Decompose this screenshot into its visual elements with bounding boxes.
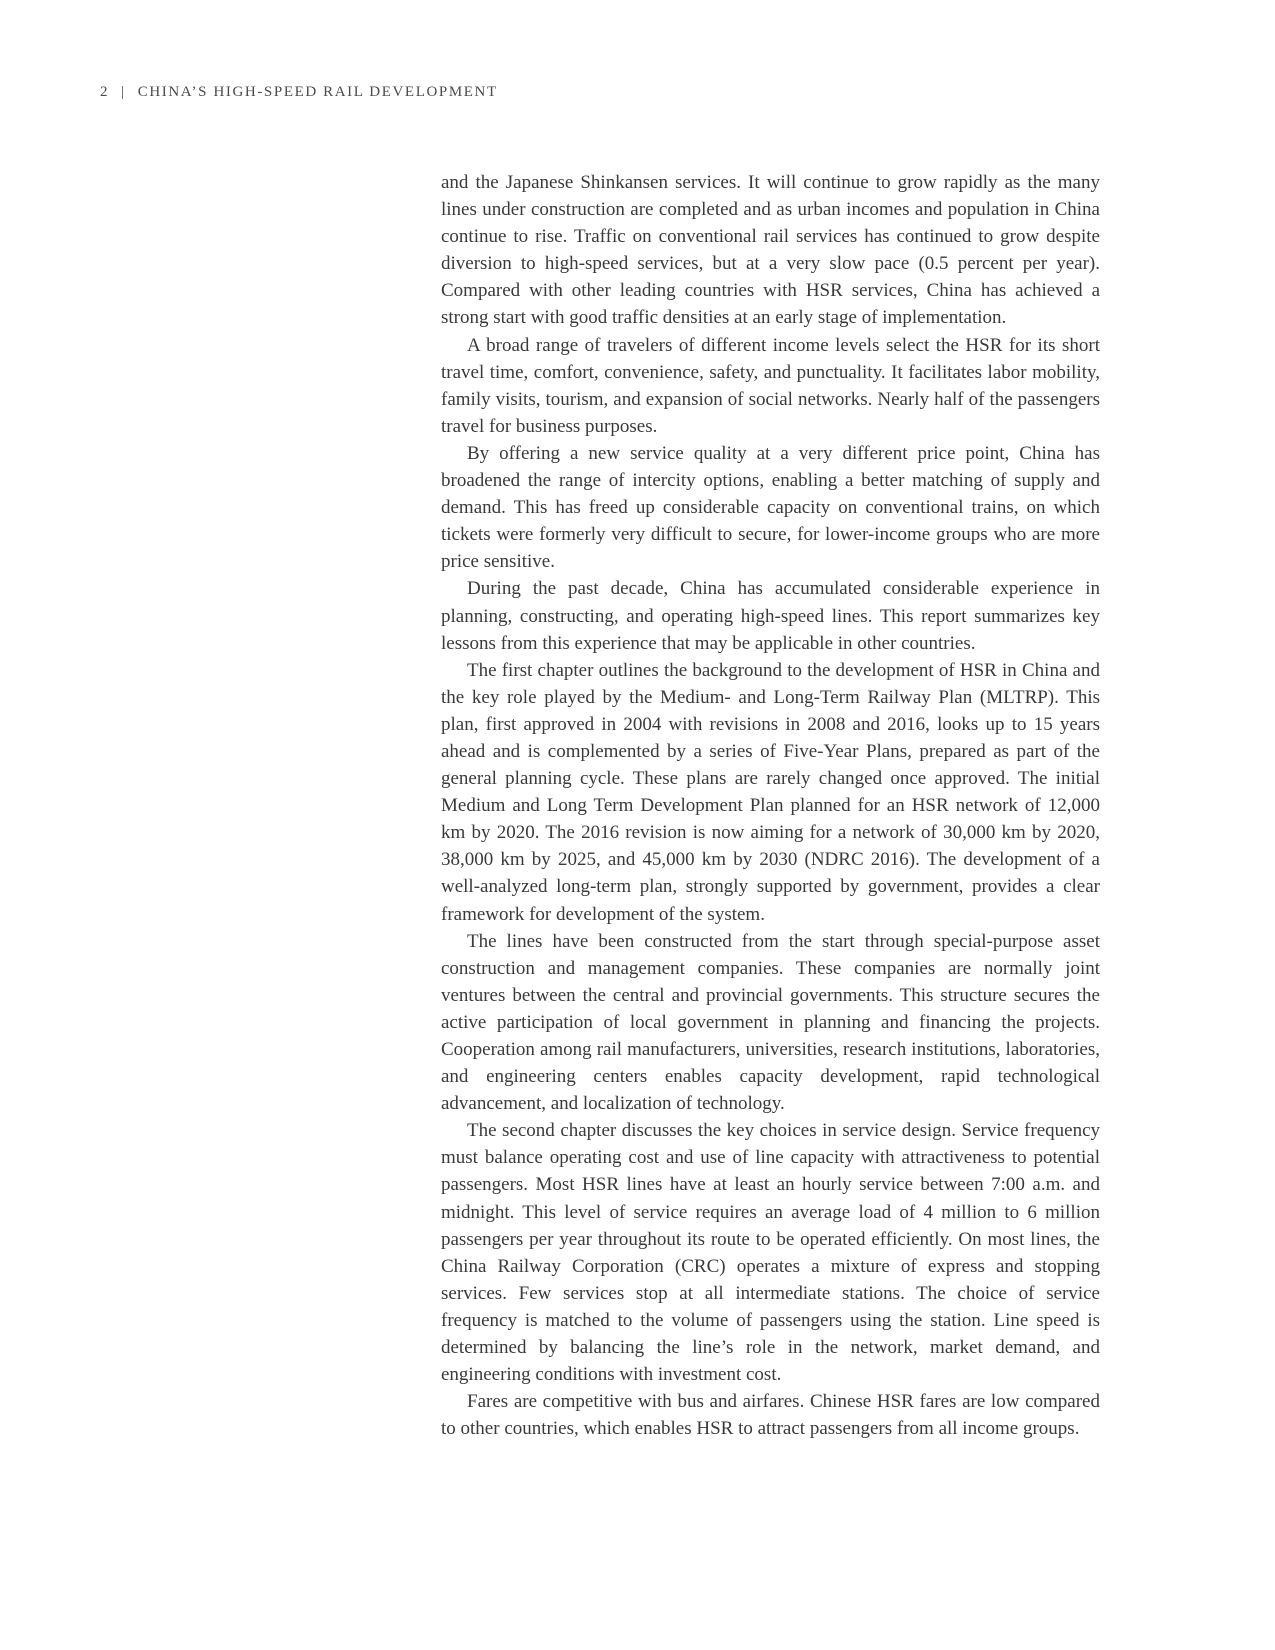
page-number: 2: [100, 84, 110, 100]
paragraph-first-chapter: The first chapter outlines the background to the development of HSR in China and the key role played by the Medium- and Long-Term Railway Plan (MLTRP). This plan, first approved in 2004 with revisions in 2008 and 2016, looks up to 15 years ahead and is complemented by a series of Five-Year Plans, prepared as part of the general planning cycle. These plans are rarely changed once approved. The initial Medium and Long Term Development Plan planned for an HSR network of 12,000 km by 2020. The 2016 revision is now aiming for a network of 30,000 km by 2020, 38,000 km by 2025, and 45,000 km by 2030 (NDRC 2016). The development of a well-analyzed long-term plan, strongly supported by government, provides a clear framework for development of the system.: [441, 659, 1100, 925]
running-title: CHINA’S HIGH-SPEED RAIL DEVELOPMENT: [137, 84, 498, 100]
header-separator: |: [121, 84, 126, 100]
paragraph-construction: The lines have been constructed from the start through special-purpose asset construction and management companies. These companies are normally joint ventures between the central and provincial governments. This structure secures the active participation of local government in planning and financing the projects. Cooperation among rail manufacturers, universities, research institutions, laboratories, and engineering centers enables capacity development, rapid technological advancement, and localization of technology.: [441, 930, 1100, 1115]
running-header: [100, 84, 498, 101]
paragraph-service-quality: By offering a new service quality at a very different price point, China has broadened the range of intercity options, enabling a better matching of supply and demand. This has freed up considerable capacity on conventional trains, on which tickets were formerly very difficult to secure, for lower-income groups who are more price sensitive.: [441, 442, 1100, 573]
paragraph-travelers: A broad range of travelers of different income levels select the HSR for its short travel time, comfort, convenience, safety, and punctuality. It facilitates labor mobility, family visits, tourism, and expansion of social networks. Nearly half of the passengers travel for business purposes.: [441, 334, 1100, 437]
paragraph-fares: Fares are competitive with bus and airfares. Chinese HSR fares are low compared to other countries, which enables HSR to attract passengers from all income groups.: [441, 1391, 1100, 1440]
paragraph-second-chapter: The second chapter discusses the key choices in service design. Service frequency must balance operating cost and use of line capacity with attractiveness to potential passengers. Most HSR lines have at least an hourly service between 7:00 a.m. and midnight. This level of service requires an average load of 4 million to 6 million passengers per year throughout its route to be operated efficiently. On most lines, the China Railway Corporation (CRC) operates a mixture of express and stopping services. Few services stop at all intermediate stations. The choice of service frequency is matched to the volume of passengers using the station. Line speed is determined by balancing the line’s role in the network, market demand, and engineering conditions with investment cost.: [441, 1120, 1100, 1386]
paragraph-continuation: and the Japanese Shinkansen services. It will continue to grow rapidly as the many lines under construction are completed and as urban incomes and population in China continue to rise. Traffic on conventional rail services has continued to grow despite diversion to high-speed services, but at a very slow pace (0.5 percent per year). Compared with other leading countries with HSR services, China has achieved a strong start with good traffic densities at an early stage of implementation.: [441, 172, 1100, 329]
body-text: [441, 169, 1100, 1442]
paragraph-experience: During the past decade, China has accumulated considerable experience in planning, constructing, and operating high-speed lines. This report summarizes key lessons from this experience that may be applicable in other countries.: [441, 578, 1100, 654]
